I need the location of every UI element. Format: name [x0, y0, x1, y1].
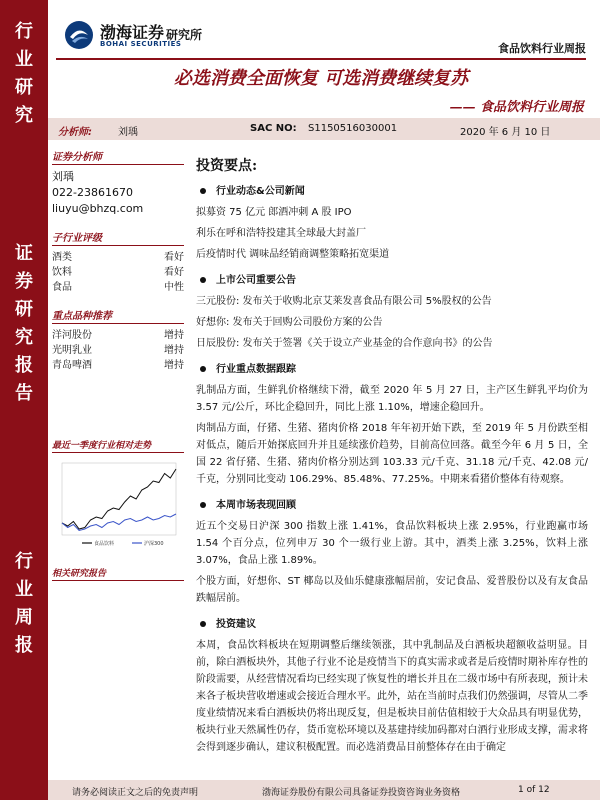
legend-label-1: 沪深300 [144, 541, 164, 547]
analyst-label: 分析师: [58, 127, 92, 138]
vertical-text-bottom: 行 业 周 报 [15, 551, 33, 656]
bullet-icon [200, 502, 206, 508]
market-paragraph: 近五个交易日沪深 300 指数上涨 1.41%，食品饮料板块上涨 2.95%，行业跑赢市场 1.54 个百分点，位列申万 30 个一级行业上游。其中，酒类上涨 3.25%，饮料上涨 3.07%，食品上涨 1.89%。 [196, 521, 588, 566]
industry-trend-chart [52, 457, 184, 549]
ratings-section-head: 子行业评级 [52, 229, 184, 246]
section-heading: 行业动态&公司新闻 [196, 183, 588, 200]
logo-text-en: BOHAI SECURITIES [100, 40, 182, 48]
series-line-0 [62, 469, 176, 529]
rating-row: 食品 中性 [52, 282, 184, 293]
footer-disclaimer: 请务必阅读正文之后的免责声明 [72, 788, 199, 798]
news-item: 拟募资 75 亿元 郎酒冲刺 A 股 IPO [196, 207, 352, 218]
announcement-item: 好想你: 发布关于回购公司股份方案的公告 [196, 317, 383, 328]
header-divider [56, 58, 586, 60]
market-paragraph: 个股方面，好想你、ST 椰岛以及仙乐健康涨幅居前，安记食品、爱普股份以及有友食品跌幅居前。 [196, 576, 588, 604]
footer-company: 渤海证券股份有限公司具备证券投资咨询业务资格 [262, 788, 461, 798]
related-section [52, 566, 184, 585]
advice-paragraph: 本周，食品饮料板块在短期调整后继续领涨，其中乳制品及白酒板块超额收益明显。目前，除白酒板块外，其他子行业不论是疫情当下的真实需求或者是后疫情时期补库存性的阶段需要，从经营情况看均已经实现了恢复性的增长并且在二级市场中有所表现，预计未来各子板块营收增速或会接近合理水平。此外，站在当前时点我们仍然强调，尽管从二季度业绩情况来看白酒板块仍将出现反复，但是板块目前估值相较于大众品具有明显优势，板块行业天然属性仍存，货币宽松环境以及基建持续加码都对白酒行业形成支撑，需求将会得到逐步确认，建议积极配置。而必选消费品目前整体存在由于确定 [196, 640, 588, 753]
footer-page-number: 1 of 12 [518, 785, 550, 795]
series-line-1 [62, 514, 176, 531]
analyst-email[interactable]: liuyu@bhzq.com [52, 202, 144, 215]
logo-text-cn: 渤海证券 [100, 23, 165, 42]
report-type: 食品饮料行业周报 [498, 42, 586, 55]
chart-section-head: 最近一季度行业相对走势 [52, 438, 184, 453]
section-heading: 本周市场表现回顾 [196, 497, 588, 514]
bullet-icon [200, 277, 206, 283]
main-content [196, 158, 588, 760]
report-title: 必选消费全面恢复 可选消费继续复苏 [173, 68, 469, 89]
vertical-text-middle: 证 券 研 究 报 告 [15, 243, 33, 404]
section-heading: 投资建议 [196, 616, 588, 633]
section-heading: 行业重点数据跟踪 [196, 361, 588, 378]
legend-label-0: 食品饮料 [94, 541, 115, 547]
analyst-name: 刘瑀 [118, 127, 138, 138]
news-item: 后疫情时代 调味品经销商调整策略拓宽渠道 [196, 249, 390, 260]
vertical-text-top: 行 业 研 究 [15, 21, 33, 126]
chart-section [52, 438, 184, 553]
analyst-phone: 022-23861670 [52, 186, 133, 199]
rating-row: 饮料 看好 [52, 267, 184, 278]
announcement-item: 三元股份: 发布关于收购北京艾莱发喜食品有限公司 5%股权的公告 [196, 296, 492, 307]
page-footer [48, 780, 600, 800]
stock-row: 青岛啤酒 增持 [52, 360, 184, 371]
institute-label: 研究所 [166, 28, 203, 42]
analyst-section-head: 证券分析师 [52, 148, 184, 165]
news-item: 利乐在呼和浩特投建其全球最大封盖厂 [196, 228, 366, 239]
data-paragraph: 乳制品方面，生鲜乳价格继续下滑，截至 2020 年 5 月 27 日，主产区生鲜乳平均价为 3.57 元/公斤，环比企稳回升，同比上涨 1.10%，增速企稳回升。 [196, 385, 588, 413]
bullet-icon [200, 188, 206, 194]
section-heading: 上市公司重要公告 [196, 272, 588, 289]
stocks-section-head: 重点品种推荐 [52, 307, 184, 324]
bullet-icon [200, 366, 206, 372]
sac-label: SAC NO: [250, 123, 297, 134]
analyst-name-sidebar: 刘瑀 [52, 170, 74, 183]
report-date: 2020 年 6 月 10 日 [460, 127, 551, 138]
announcement-item: 日辰股份: 发布关于签署《关于设立产业基金的合作意向书》的公告 [196, 338, 493, 349]
meta-bar [48, 118, 600, 140]
sac-number: S1150516030001 [308, 123, 398, 134]
stock-row: 洋河股份 增持 [52, 330, 184, 341]
bullet-icon [200, 621, 206, 627]
related-section-head: 相关研究报告 [52, 566, 184, 581]
left-vertical-bar [0, 0, 48, 800]
key-points-heading: 投资要点: [196, 158, 258, 174]
info-sidebar [52, 148, 184, 373]
rating-row: 酒类 看好 [52, 252, 184, 263]
bohai-logo-icon [64, 20, 94, 50]
stock-row: 光明乳业 增持 [52, 345, 184, 356]
data-paragraph: 肉制品方面，仔猪、生猪、猪肉价格 2018 年年初开始下跌，至 2019 年 5 月份跌至相对低点，随后开始探底回升并且延续涨价趋势，目前高位回落。截至今年 6 月 5 日，全国 22 省仔猪、生猪、猪肉价格分别达到 103.33 元/千克、31.18 元/千克、42.08 元/千克，分别同比变动 106.29%、85.48%、77.25%。中期来看猪价整体有待观察。 [196, 423, 588, 485]
report-subtitle: —— 食品饮料行业周报 [449, 100, 584, 115]
